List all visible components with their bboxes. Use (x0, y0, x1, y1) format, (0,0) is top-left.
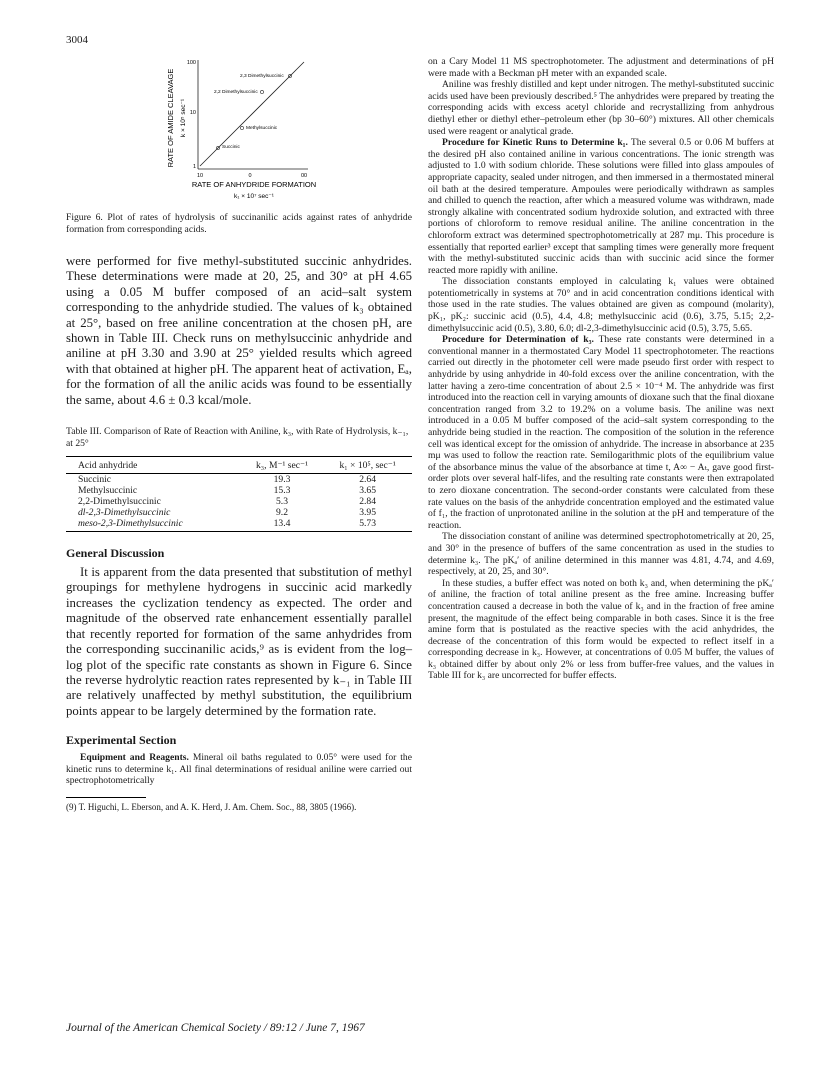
table-header-k3: k₃, M⁻¹ sec⁻¹ (241, 459, 323, 474)
figure-caption: Figure 6. Plot of rates of hydrolysis of succinanilic acids against rates of anhydride formation from corresponding acids. (66, 212, 412, 235)
y-axis-label: RATE OF AMIDE CLEAVAGE (166, 68, 175, 168)
x-axis-label: RATE OF ANHYDRIDE FORMATION (191, 180, 317, 189)
right-paragraph-4: The dissociation constants employed in calculating k₁ values were obtained potentiometrically in systems at 70° and in acid concentration conditions identical with those used in the rate studies. The values obtained are given as compound (molarity), pK₁, pK₂: succinic acid (0.5), 4.4, 4.8; methylsuccinic acid (0.6), 3.75, 5.15; 2,2-dimethylsuccinic acid (0.5), 3.80, 6.0; dl-2,3-dimethylsuccinic acid (0.5), 3.75, 5.65. (428, 276, 774, 334)
label-23-dimethylsuccinic: 2,3 Dimethylsuccinic (240, 74, 284, 79)
x-tick-10: 10 (196, 173, 204, 179)
right-paragraph-3 (428, 137, 774, 276)
point-22-dimethylsuccinic (260, 90, 263, 93)
table-iii (66, 456, 412, 532)
y-tick-100: 100 (186, 60, 196, 66)
equipment-lead: Equipment and Reagents. (80, 752, 189, 764)
table-cell: 13.4 (241, 518, 323, 532)
table-caption: Table III. Comparison of Rate of Reaction with Aniline, k₃, with Rate of Hydrolysis, k₋₁, at 25° (66, 426, 409, 450)
k3-procedure-text: These rate constants were determined in a conventional manner in a thermostated Cary Model 11 spectrophotometer. The reactions carried out directly in the photometer cell were made pseudo first order with respect to anhydride by using anhydride in 40-fold excess over the aniline concentration, with the latter having a zero-time concentration of about 2.5 × 10⁻⁴ M. The anhydride was first introduced into the reaction cell in varying amounts of dioxane such that the final dioxane concentration ranged from 3.2 to 19.2% on a volume basis. The aniline was next introduced in a 0.05 M buffer composed of the acid–salt system corresponding to the anhydride being studied in the reaction. The composition of the solution in the reference cell was identical except for the omission of anhydride. The increase in absorbance at 235 mμ was used to follow the reaction rate. Semilogarithmic plots of the equilibrium value of the absorbance minus the value of the absorbance at time t, A∞ − Aₜ, gave good first-order plots over several half-lifes, and the resulting rate constants were then extrapolated to zero dioxane concentration. The second-order constants were calculated from these rate values on the basis of the anhydride concentration employed and the estimated value of f₁, the fraction of unprotonated aniline in the solution at the pH and temperature of the reaction. (428, 334, 774, 531)
label-succinic: Succinic (222, 145, 240, 150)
right-paragraph-1: on a Cary Model 11 MS spectrophotometer. The adjustment and determinations of pH were made with a Beckman pH meter with an expanded scale. (428, 56, 774, 79)
table-cell: 2.64 (359, 474, 377, 486)
left-body-paragraph: were performed for five methyl-substituted succinic anhydrides. These determinations were made at 20, 25, and 30° at pH 4.65 using a 0.05 M buffer composed of an acid–salt system corresponding to the anhydride studied. The values of k₃ obtained at 25°, based on free aniline concentration at the chosen pH, are shown in Table III. Check runs on methylsuccinic anhydride and aniline at pH 3.30 and 3.90 at 25° yielded results which agreed with that obtained at higher pH. The apparent heat of activation, Eₐ, for the formation of all the anilic acids was found to be essentially the same, about 4.6 ± 0.3 kcal/mole. (66, 254, 412, 407)
table-cell: 3.65 (359, 485, 377, 497)
table-row (66, 485, 412, 496)
general-discussion-paragraph: It is apparent from the data presented that substitution of methyl groupings for methylene hydrogens in succinic acid markedly increases the cyclization tendency as expected. The order and magnitude of the observed rate enhancement essentially parallel that recently reported for formation of the same anhydrides from the corresponding succinanilic acids,⁹ as is evident from the log–log plot of the specific rate constants as shown in Figure 6. Since the reverse hydrolytic reaction rates represented by k₋₁ in Table III are relatively unaffected by methyl substitution, the equilibrium points appear to be largely determined by the formation rate. (66, 565, 412, 718)
footnote-9: (9) T. Higuchi, L. Eberson, and A. K. Herd, J. Am. Chem. Soc., 88, 3805 (1966). (66, 801, 357, 812)
y-tick-1: 1 (192, 164, 196, 170)
table-cell: 9.2 (276, 507, 288, 519)
y-axis-units: k × 10⁵ sec⁻¹ (180, 98, 187, 138)
table-cell: dl-2,3-Dimethylsuccinic (78, 507, 171, 519)
right-paragraph-6: The dissociation constant of aniline was determined spectrophotometrically at 20, 25, and 30° in the presence of buffers of the same concentration as used in the studies to determine k₃. The pKₐ′ of aniline determined in this manner was 4.81, 4.74, and 4.69, respectively, at 20, 25, and 30°. (428, 531, 774, 578)
right-paragraph-7: In these studies, a buffer effect was noted on both k₃ and, when determining the pKₐ′ of aniline, the fraction of total aniline present as the free amine. Increasing buffer concentration caused a decrease in both the value of k₃ and in the fraction of free amine present, the magnitude of the effect being comparable in both cases. Since it is the free amine form that is postulated as the reactive species with the acid anhydrides, the decrease of the concentration of this form would be expected to reflect itself in a corresponding decrease in k₃. However, at concentrations of 0.05 M buffer, the values of k₃ obtained differ by about only 2% or less from buffer-free values, and the values in Table III for k₃ are uncorrected for buffer effects. (428, 577, 774, 682)
table-header-k1: k₁ × 10⁵, sec⁻¹ (323, 459, 412, 474)
table-cell: meso-2,3-Dimethylsuccinic (66, 518, 241, 532)
table-cell: 3.95 (359, 507, 377, 519)
table-cell: Succinic (78, 474, 112, 486)
table-row (66, 507, 412, 518)
page-number: 3004 (66, 34, 88, 46)
table-cell: 2.84 (359, 496, 377, 508)
x-tick-0: 0 (248, 173, 252, 179)
table-cell: Methylsuccinic (78, 485, 138, 497)
right-column (428, 56, 774, 682)
figure-6-plot (158, 56, 328, 206)
journal-footer: Journal of the American Chemical Society / 89:12 / June 7, 1967 (66, 1022, 365, 1034)
table-cell: 2,2-Dimethylsuccinic (78, 496, 161, 508)
table-header-acid: Acid anhydride (66, 459, 241, 474)
label-22-dimethylsuccinic: 2,2 Dimethylsuccinic (214, 90, 258, 95)
experimental-heading: Experimental Section (66, 733, 177, 748)
k3-procedure-lead: Procedure for Determination of k₃. (442, 334, 594, 346)
x-tick-00: 00 (300, 173, 308, 179)
table-row (66, 474, 412, 486)
left-column (66, 56, 412, 813)
table-cell: 5.3 (276, 496, 288, 508)
label-methylsuccinic: Methylsuccinic (246, 126, 278, 131)
table-row (66, 496, 412, 507)
figure-6 (66, 56, 412, 206)
equipment-text: Mineral oil baths regulated to 0.05° were used for the kinetic runs to determine k₁. All final determinations of residual aniline were carried out spectrophotometrically (66, 752, 412, 787)
x-axis-units: k₁ × 10⁷ sec⁻¹ (234, 193, 274, 200)
point-methylsuccinic (240, 126, 243, 129)
experimental-paragraph (66, 752, 412, 787)
kinetic-runs-text: The several 0.5 or 0.06 M buffers at the desired pH also contained aniline in various concentrations. The ionic strength was adjusted to 1.0 with sodium chloride. These solutions were filled into glass ampoules of appropriate capacity, sealed under nitrogen, and then immersed in a thermostated mineral oil bath at the desired temperature. Ampoules were periodically withdrawn as samples and chilled to quench the reaction, after which a measured volume was withdrawn, made strongly alkaline with concentrated sodium hydroxide solution, and extracted with three portions of chloroform to remove residual aniline. The aniline concentration in the chloroform extract was determined spectrophotometrically at 287 mμ. This procedure is essentially that reported earlier³ except that sampling times were generally more frequent with the methyl-substituted succinic acids than with succinic acid since the former reacted more rapidly with aniline. (428, 137, 774, 276)
kinetic-runs-lead: Procedure for Kinetic Runs to Determine k₁. (442, 137, 628, 149)
right-paragraph-2: Aniline was freshly distilled and kept under nitrogen. The methyl-substituted succinic acids used have been previously described.⁵ The anhydrides were prepared by treating the corresponding acids with excess acetyl chloride and recrystallizing from anhydrous diethyl ether or diethyl ether–petroleum ether (bp 30–60°) mixtures. All other chemicals used were reagent or analytical grade. (428, 79, 774, 137)
general-discussion-heading: General Discussion (66, 546, 165, 561)
table-cell: 5.73 (323, 518, 412, 532)
y-tick-10: 10 (189, 110, 196, 116)
footnote-rule (66, 797, 146, 798)
table-row (66, 518, 412, 532)
table-cell: 15.3 (273, 485, 291, 497)
table-cell: 19.3 (273, 474, 291, 486)
right-paragraph-5 (428, 334, 774, 531)
